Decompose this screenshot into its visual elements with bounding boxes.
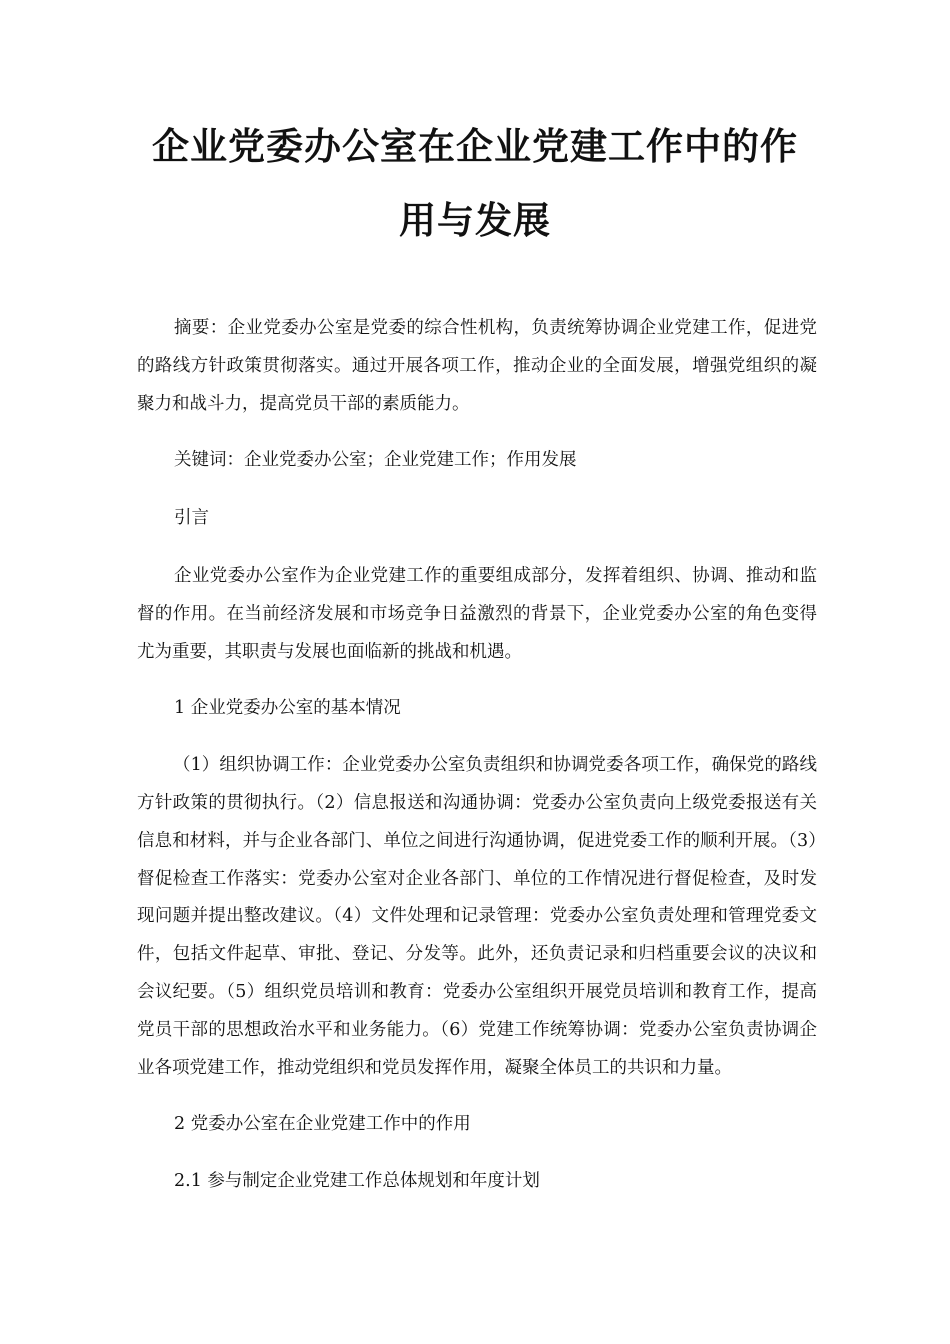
keywords-paragraph: 关键词：企业党委办公室；企业党建工作；作用发展 — [174, 450, 577, 471]
section-2-1-heading: 2.1 参与制定企业党建工作总体规划和年度计划 — [174, 1171, 540, 1192]
document-body — [137, 310, 817, 1201]
document-title-line-2: 用与发展 — [399, 199, 551, 242]
intro-heading: 引言 — [174, 508, 209, 529]
intro-paragraph: 企业党委办公室作为企业党建工作的重要组成部分，发挥着组织、协调、推动和监督的作用。在当前经济发展和市场竞争日益激烈的背景下，企业党委办公室的角色变得尤为重要，其职责与发展也面临新的挑战和机遇。 — [137, 565, 817, 662]
document-title-line-1: 企业党委办公室在企业党建工作中的作 — [152, 125, 798, 168]
section-1-heading: 1 企业党委办公室的基本情况 — [174, 698, 401, 719]
section-1-paragraph: （1）组织协调工作：企业党委办公室负责组织和协调党委各项工作，确保党的路线方针政策的贯彻执行。（2）信息报送和沟通协调：党委办公室负责向上级党委报送有关信息和材料，并与企业各部门、单位之间进行沟通协调，促进党委工作的顺利开展。（3）督促检查工作落实：党委办公室对企业各部门、单位的工作情况进行督促检查，及时发现问题并提出整改建议。（4）文件处理和记录管理：党委办公室负责处理和管理党委文件，包括文件起草、审批、登记、分发等。此外，还负责记录和归档重要会议的决议和会议纪要。（5）组织党员培训和教育：党委办公室组织开展党员培训和教育工作，提高党员干部的思想政治水平和业务能力。（6）党建工作统筹协调：党委办公室负责协调企业各项党建工作，推动党组织和党员发挥作用，凝聚全体员工的共识和力量。 — [137, 755, 817, 1078]
abstract-paragraph: 摘要：企业党委办公室是党委的综合性机构，负责统筹协调企业党建工作，促进党的路线方针政策贯彻落实。通过开展各项工作，推动企业的全面发展，增强党组织的凝聚力和战斗力，提高党员干部的素质能力。 — [137, 318, 817, 414]
section-2-heading: 2 党委办公室在企业党建工作中的作用 — [174, 1114, 471, 1135]
